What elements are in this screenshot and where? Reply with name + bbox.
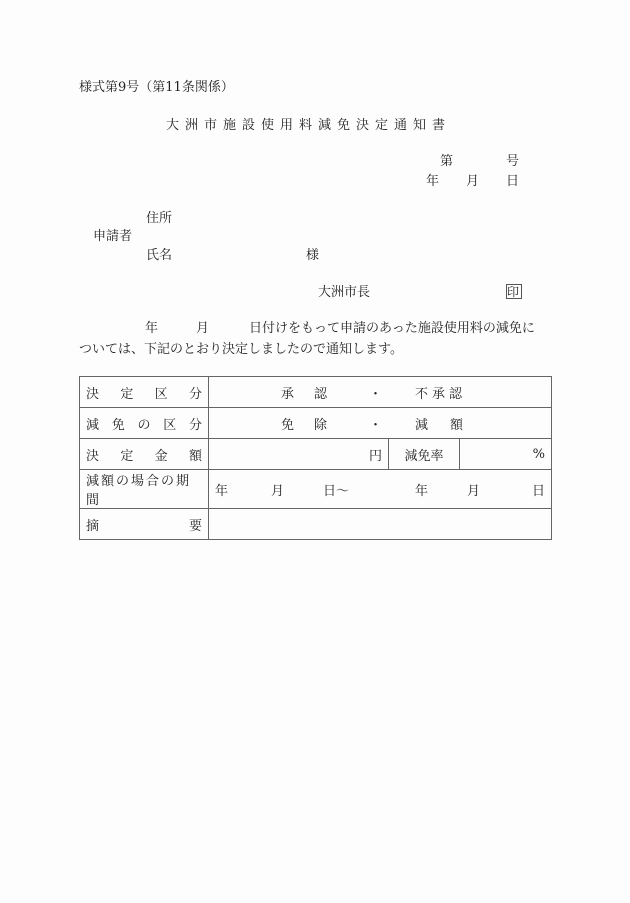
issuer-name: 大洲市長 (318, 285, 371, 300)
date-year: 年 (426, 174, 440, 189)
body-line-2: ついては、下記のとおり決定しましたので通知します。 (79, 342, 403, 357)
period-start-year: 年 (215, 483, 229, 499)
amount-field[interactable] (209, 439, 389, 470)
rate-label: 減免率 (389, 439, 460, 470)
period-end-day: 日 (531, 483, 545, 499)
option-disapprove[interactable]: 不承認 (415, 386, 467, 402)
reduction-type-options[interactable] (209, 408, 552, 439)
honorific: 様 (306, 248, 320, 263)
body-line-1 (79, 321, 554, 337)
option-exemption[interactable]: 免除 (281, 417, 348, 433)
date-month: 月 (466, 174, 480, 189)
period-end-year: 年 (415, 483, 429, 499)
label-decision-amount: 決 定 金 額 (80, 439, 209, 470)
decision-type-options[interactable] (209, 377, 552, 408)
period-end-month: 月 (467, 483, 481, 499)
rate-field[interactable] (460, 439, 552, 470)
separator-dot: ・ (369, 417, 383, 433)
name-label: 氏名 (146, 248, 173, 263)
label-reduction-period: 減額の場合の期間 (80, 470, 209, 509)
remarks-field[interactable] (209, 509, 552, 540)
separator-dot: ・ (369, 386, 383, 402)
table-row-decision-amount (80, 439, 552, 470)
period-start-day: 日～ (323, 483, 350, 499)
yen-unit: 円 (368, 448, 382, 464)
option-reduction[interactable]: 減額 (415, 417, 486, 433)
option-approve[interactable]: 承認 (281, 386, 348, 402)
table-row-reduction-type (80, 408, 552, 439)
applicant-label: 申請者 (93, 229, 133, 244)
form-number: 様式第9号（第11条関係） (79, 80, 234, 95)
body-month: 月 (196, 321, 210, 336)
table-row-decision-type (80, 377, 552, 408)
table-row-reduction-period (80, 470, 552, 509)
document-title: 大洲市施設使用料減免決定通知書 (166, 118, 452, 133)
label-reduction-type: 減 免 の 区 分 (80, 408, 209, 439)
date-day: 日 (506, 174, 520, 189)
label-decision-type: 決 定 区 分 (80, 377, 209, 408)
address-label: 住所 (146, 211, 173, 226)
decision-table (79, 376, 552, 540)
number-suffix: 号 (506, 154, 520, 169)
period-field[interactable] (209, 470, 552, 509)
label-remarks: 摘 要 (80, 509, 209, 540)
table-row-remarks (80, 509, 552, 540)
percent-unit: % (532, 446, 545, 462)
body-line-1-rest: 日付けをもって申請のあった施設使用料の減免に (249, 321, 535, 336)
number-prefix: 第 (440, 154, 454, 169)
seal-icon: 印 (506, 284, 522, 299)
body-year: 年 (145, 321, 159, 336)
period-start-month: 月 (271, 483, 285, 499)
